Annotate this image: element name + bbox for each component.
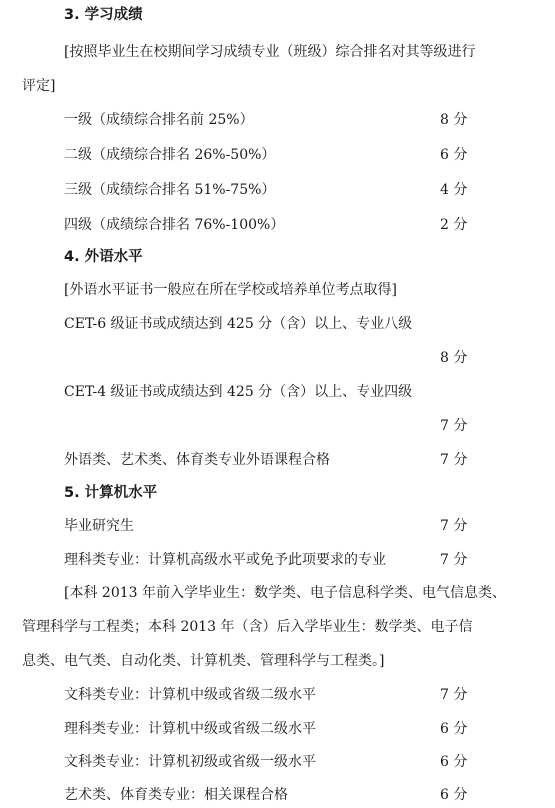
section-heading-language: 4. 外语水平: [64, 249, 143, 265]
grade-item-score: 6 分: [440, 147, 468, 163]
section-note-computer-line1: [本科 2013 年前入学毕业生：数学类、电子信息科学类、电气信息类、: [64, 585, 506, 601]
grade-item-score: 8 分: [440, 112, 468, 128]
language-item-score: 7 分: [440, 452, 468, 468]
section-note-computer-line3: 息类、电气类、自动化类、计算机类、管理科学与工程类。]: [22, 653, 385, 669]
section-heading-grades: 3. 学习成绩: [64, 7, 143, 23]
computer-item-score: 7 分: [440, 518, 468, 534]
grade-item-label: 二级（成绩综合排名 26%-50%）: [64, 147, 276, 163]
grade-item-score: 2 分: [440, 217, 468, 233]
grade-item-label: 四级（成绩综合排名 76%-100%）: [64, 217, 285, 233]
language-item-score: 7 分: [440, 418, 468, 434]
computer-item-score: 6 分: [440, 721, 468, 737]
language-item-score: 8 分: [440, 350, 468, 366]
language-item-label: 外语类、艺术类、体育类专业外语课程合格: [64, 452, 330, 468]
computer-item-label: 文科类专业：计算机中级或省级二级水平: [64, 687, 316, 703]
computer-item-label: 理科类专业：计算机中级或省级二级水平: [64, 721, 316, 737]
computer-item-score: 6 分: [440, 787, 468, 803]
section-note-grades-line1: [按照毕业生在校期间学习成绩专业（班级）综合排名对其等级进行: [64, 44, 476, 60]
language-item-label: CET-4 级证书或成绩达到 425 分（含）以上、专业四级: [64, 384, 413, 400]
section-note-language: [外语水平证书一般应在所在学校或培养单位考点取得]: [64, 282, 397, 298]
language-item-label: CET-6 级证书或成绩达到 425 分（含）以上、专业八级: [64, 316, 413, 332]
grade-item-label: 一级（成绩综合排名前 25%）: [64, 112, 254, 128]
computer-item-label: 艺术类、体育类专业：相关课程合格: [64, 787, 288, 803]
computer-item-label: 理科类专业：计算机高级水平或免予此项要求的专业: [64, 552, 386, 568]
section-heading-computer: 5. 计算机水平: [64, 485, 158, 501]
section-note-grades-line2: 评定]: [22, 78, 56, 94]
computer-item-score: 7 分: [440, 687, 468, 703]
computer-item-label: 毕业研究生: [64, 518, 134, 534]
computer-item-score: 7 分: [440, 552, 468, 568]
computer-item-label: 文科类专业：计算机初级或省级一级水平: [64, 754, 316, 770]
computer-item-score: 6 分: [440, 754, 468, 770]
grade-item-score: 4 分: [440, 182, 468, 198]
grade-item-label: 三级（成绩综合排名 51%-75%）: [64, 182, 276, 198]
section-note-computer-line2: 管理科学与工程类；本科 2013 年（含）后入学毕业生：数学类、电子信: [22, 619, 473, 635]
